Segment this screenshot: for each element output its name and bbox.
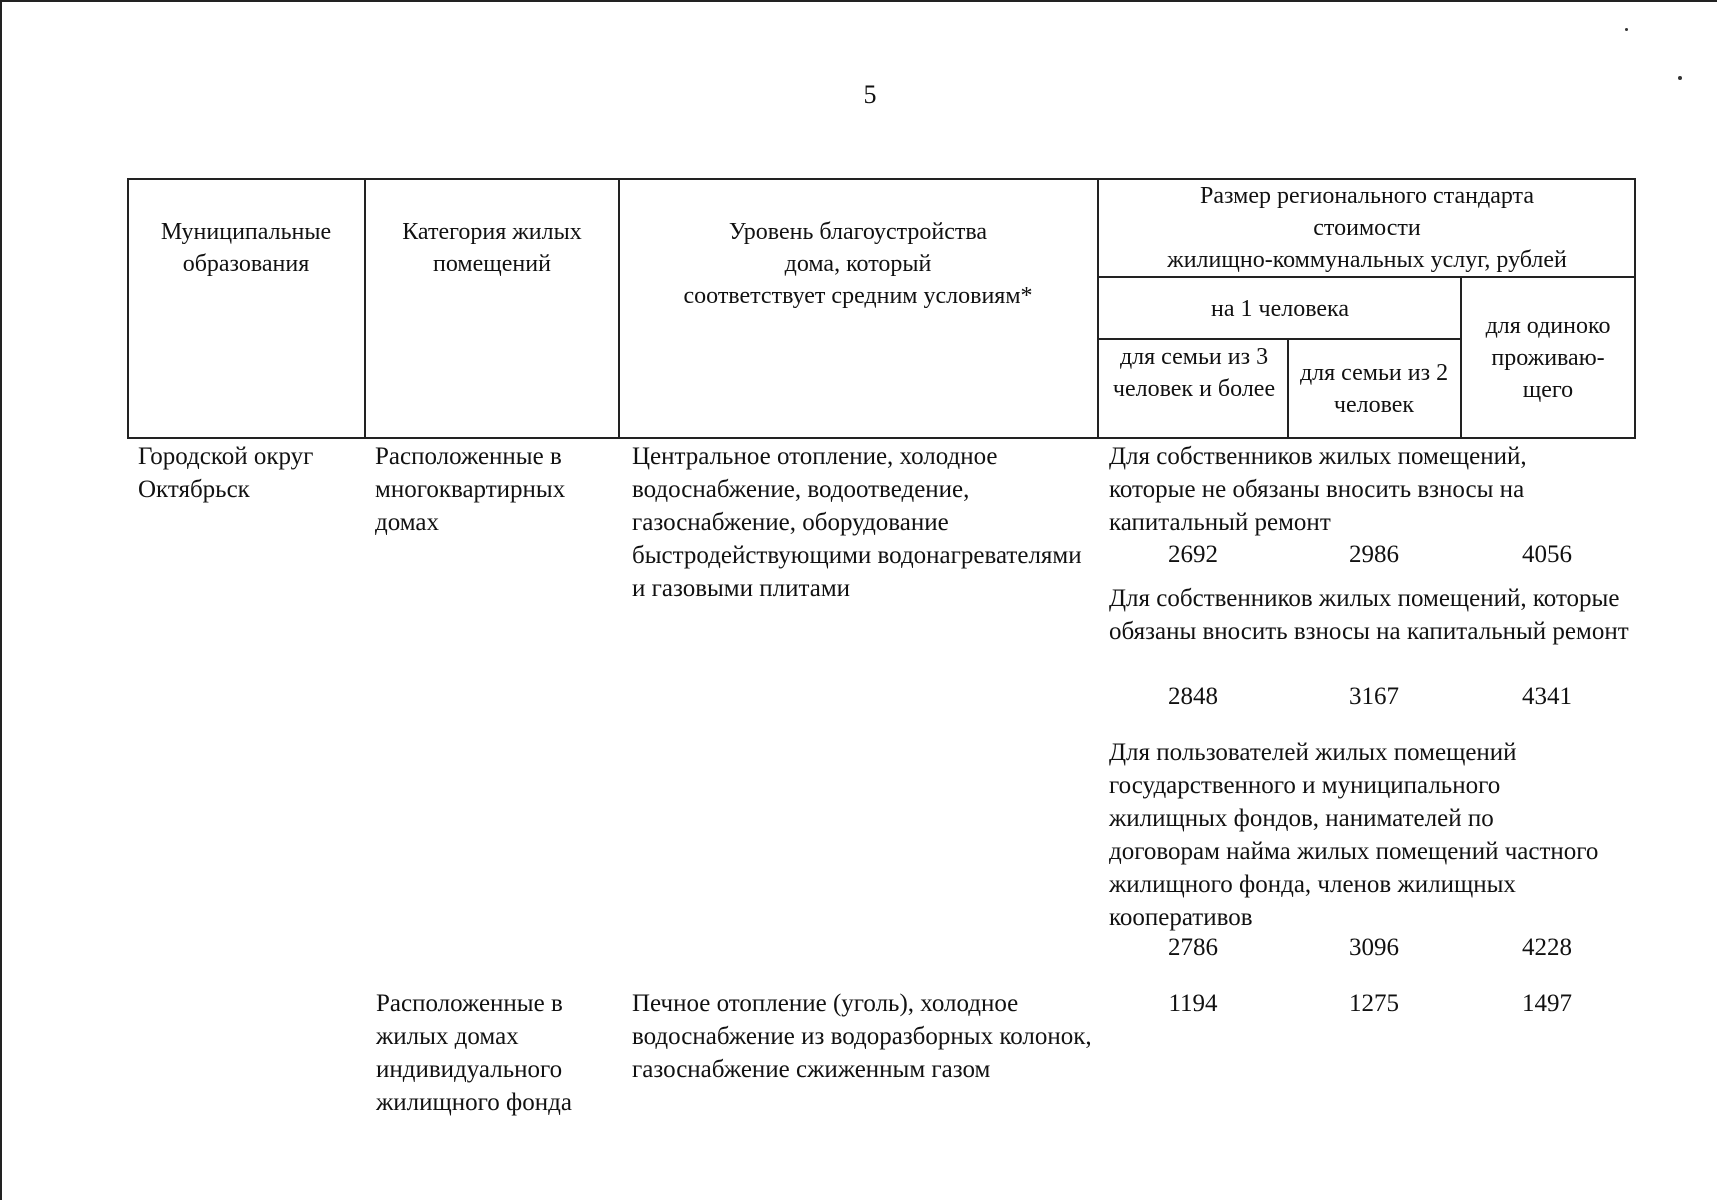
row1-group2-label: Для собственников жилых помещений, которые обязаны вносить взносы на капитальный ремонт [1109,585,1629,645]
header-category: Категория жилых помещений [402,219,582,277]
scan-speck [1625,28,1628,31]
header-family3: для семьи из 3 человек и более [1112,344,1276,402]
header-level-line2: соответствует средним условиям* [683,283,1033,309]
row2-level: Печное отопление (уголь), холодное водоснабжение из водоразборных колонок, газоснабжение сжиженным газом [632,990,1092,1083]
row1-group1-label: Для собственников жилых помещений, которые не обязаны вносить взносы на капитальный ремонт [1109,443,1527,536]
row1-category: Расположенные в многоквартирных домах [375,443,566,536]
header-size [1105,180,1629,276]
row2-category: Расположенные в жилых домах индивидуального жилищного фонда [376,990,572,1116]
page-number: 5 [863,80,877,109]
row2-family2: 1275 [1349,990,1399,1017]
header-municipal: Муниципальные образования [160,219,332,277]
table-left-border [127,178,129,439]
row2-family3: 1194 [1168,990,1218,1017]
col-divider-4 [1460,276,1462,439]
header-size-line2: жилищно-коммунальных услуг, рублей [1167,247,1567,273]
per-person-bottom [1097,338,1461,340]
header-family2: для семьи из 2 человек [1299,360,1449,418]
scan-speck [1678,76,1682,80]
col-divider-1 [364,178,366,439]
row1-group3-family3: 2786 [1168,934,1218,961]
row1-group3-single: 4228 [1522,934,1572,961]
header-per-person: на 1 человека [1211,296,1349,322]
row1-group2-family2: 3167 [1349,683,1399,710]
row1-group3-family2: 3096 [1349,934,1399,961]
header-single: для одиноко проживаю-щего [1485,313,1611,403]
table-right-border [1634,178,1636,439]
size-header-bottom [1097,276,1636,278]
row1-group1-family2: 2986 [1349,541,1399,568]
col-divider-3 [1097,178,1099,439]
header-size-line1: Размер регионального стандарта стоимости [1200,183,1534,241]
row1-group3-label: Для пользователей жилых помещений государственного и муниципального жилищных фондов, нанимателей по договорам найма жилых помещений частного жилищного фонда, членов жилищных кооперативов [1109,739,1599,931]
col-divider-5 [1287,338,1289,439]
row1-group1-family3: 2692 [1168,541,1218,568]
row1-group2-family3: 2848 [1168,683,1218,710]
header-level-line1: Уровень благоустройства дома, который [728,219,988,277]
row2-single: 1497 [1522,990,1572,1017]
row1-level: Центральное отопление, холодное водоснабжение, водоотведение, газоснабжение, оборудование быстродействующими водонагревателями и газовыми плитами [632,443,1082,602]
col-divider-2 [618,178,620,439]
row1-group1-single: 4056 [1522,541,1572,568]
table-header-bottom-border [127,437,1636,439]
header-level [630,216,1086,312]
row1-group2-single: 4341 [1522,683,1572,710]
row1-municipality: Городской округ Октябрьск [138,443,314,503]
